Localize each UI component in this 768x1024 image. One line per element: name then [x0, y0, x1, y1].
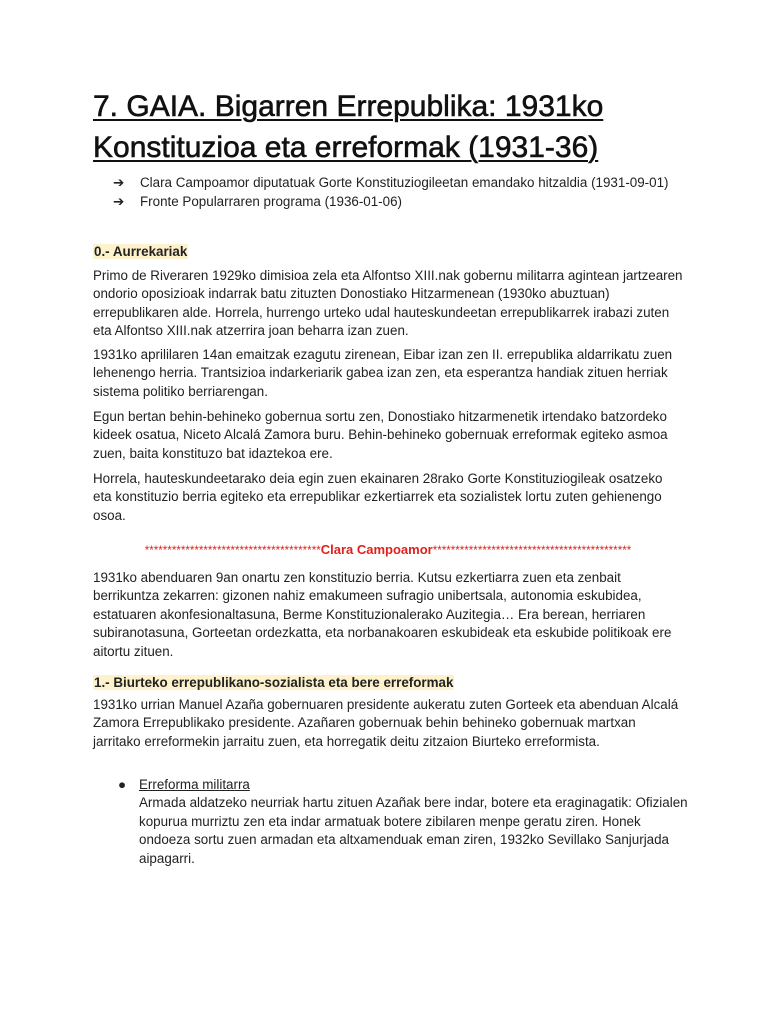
sources-list	[113, 174, 693, 213]
section-heading-biurteko	[93, 674, 454, 692]
arrow-icon: ➔	[113, 175, 125, 190]
source-text: Clara Campoamor diputatuak Gorte Konstituziogileetan emandako hitzaldia (1931-09-01)	[140, 175, 669, 190]
section-heading-text: 1.- Biurteko errepublikano-sozialista eta bere erreformak	[94, 675, 454, 690]
section-heading-text: 0.- Aurrekariak	[94, 244, 188, 259]
arrow-icon: ➔	[113, 194, 125, 210]
bullet-icon: ●	[118, 777, 127, 792]
section-heading-aurrekariak	[93, 243, 188, 261]
list-item	[113, 193, 693, 211]
list-item	[113, 174, 693, 192]
reforms-list	[118, 776, 688, 868]
source-text: Fronte Popularraren programa (1936-01-06)	[140, 194, 403, 210]
star-divider	[93, 541, 683, 560]
list-item	[118, 776, 688, 868]
page-title: 7. GAIA. Bigarren Errepublika: 1931ko Konstituzioa eta erreformak (1931-36)	[93, 90, 604, 164]
paragraph: 1931ko urrian Manuel Azaña gobernuaren presidente aukeratu zuten Gorteek eta abenduan Alcalá Zamora Errepublikako presidente. Azañaren gobernuak behin behineko gobernuak martxan jarritako erreformekin jarraitu zuen, eta horregatik deitu zitzaion Biurteko erreformista.	[93, 697, 679, 749]
divider-name: Clara Campoamor	[320, 542, 433, 557]
paragraph: Egun bertan behin-behineko gobernua sortu zen, Donostiako hitzarmenetik irtendako batzordeko kideek osatua, Niceto Alcalá Zamora buru. Behin-behineko gobernuak erreformak egiteko asmoa zuen, baita konstituzo bat idaztekoa ere.	[93, 409, 668, 461]
reform-text: Armada aldatzeko neurriak hartu zituen Azañak bere indar, botere eta eraginagatik: Ofizialen kopurua murriztu zen eta indar armatuak botere zibilaren menpe geratu ziren. Honek ondoeza sortu zuen armadan eta altxamenduak eman ziren, 1932ko Sevillako Sanjurjada aipagarri.	[139, 795, 688, 866]
paragraph: 1931ko abenduaren 9an onartu zen konstituzio berria. Kutsu ezkertiarra zuen eta zenbait berrikuntza zekarren: gizonen nahiz emakumeen sufragio unibertsala, autonomia eskubidea, estatuaren akonfesionaltasuna, Berme Konstituzionalerako Auzitegia… Era berean, herriaren subiranotasuna, Gorteetan ordezkatta, eta norbanakoaren eskubideak eta eskubide politikoak ere aitortu zituen.	[93, 570, 672, 659]
paragraph: Primo de Riveraren 1929ko dimisioa zela eta Alfontso XIII.nak gobernu militarra agintean jartzearen ondorio oposizioak indarrak batu zituzten Donostiako Hitzarmenean (1930ko abuztuan) errepublikaren alde. Horrela, hurrengo urteko udal hauteskundeetan errepublikarrek irabazi zuten eta Alfontso XIII.nak atzerrira joan beharra izan zuen.	[93, 268, 683, 339]
divider-stars-left: ***************************************	[144, 544, 321, 557]
paragraph: Horrela, hauteskundeetarako deia egin zuen ekainaren 28rako Gorte Konstituziogileak osatzeko eta konstituzio berria egiteko eta errepublikar ezkertiarrek eta sozialistek lortu zuten gehienengo osoa.	[93, 471, 663, 523]
reform-title: Erreforma militarra	[139, 777, 250, 792]
paragraph: 1931ko aprililaren 14an emaitzak ezagutu zirenean, Eibar izan zen II. errepublika aldarrikatu zuen lehenengo herria. Trantsizioa indarkeriarik gabea izan zen, eta esperantza handiak zituen herriak sistema politiko berriarengan.	[93, 347, 673, 399]
divider-stars-right: ********************************************	[432, 544, 632, 557]
